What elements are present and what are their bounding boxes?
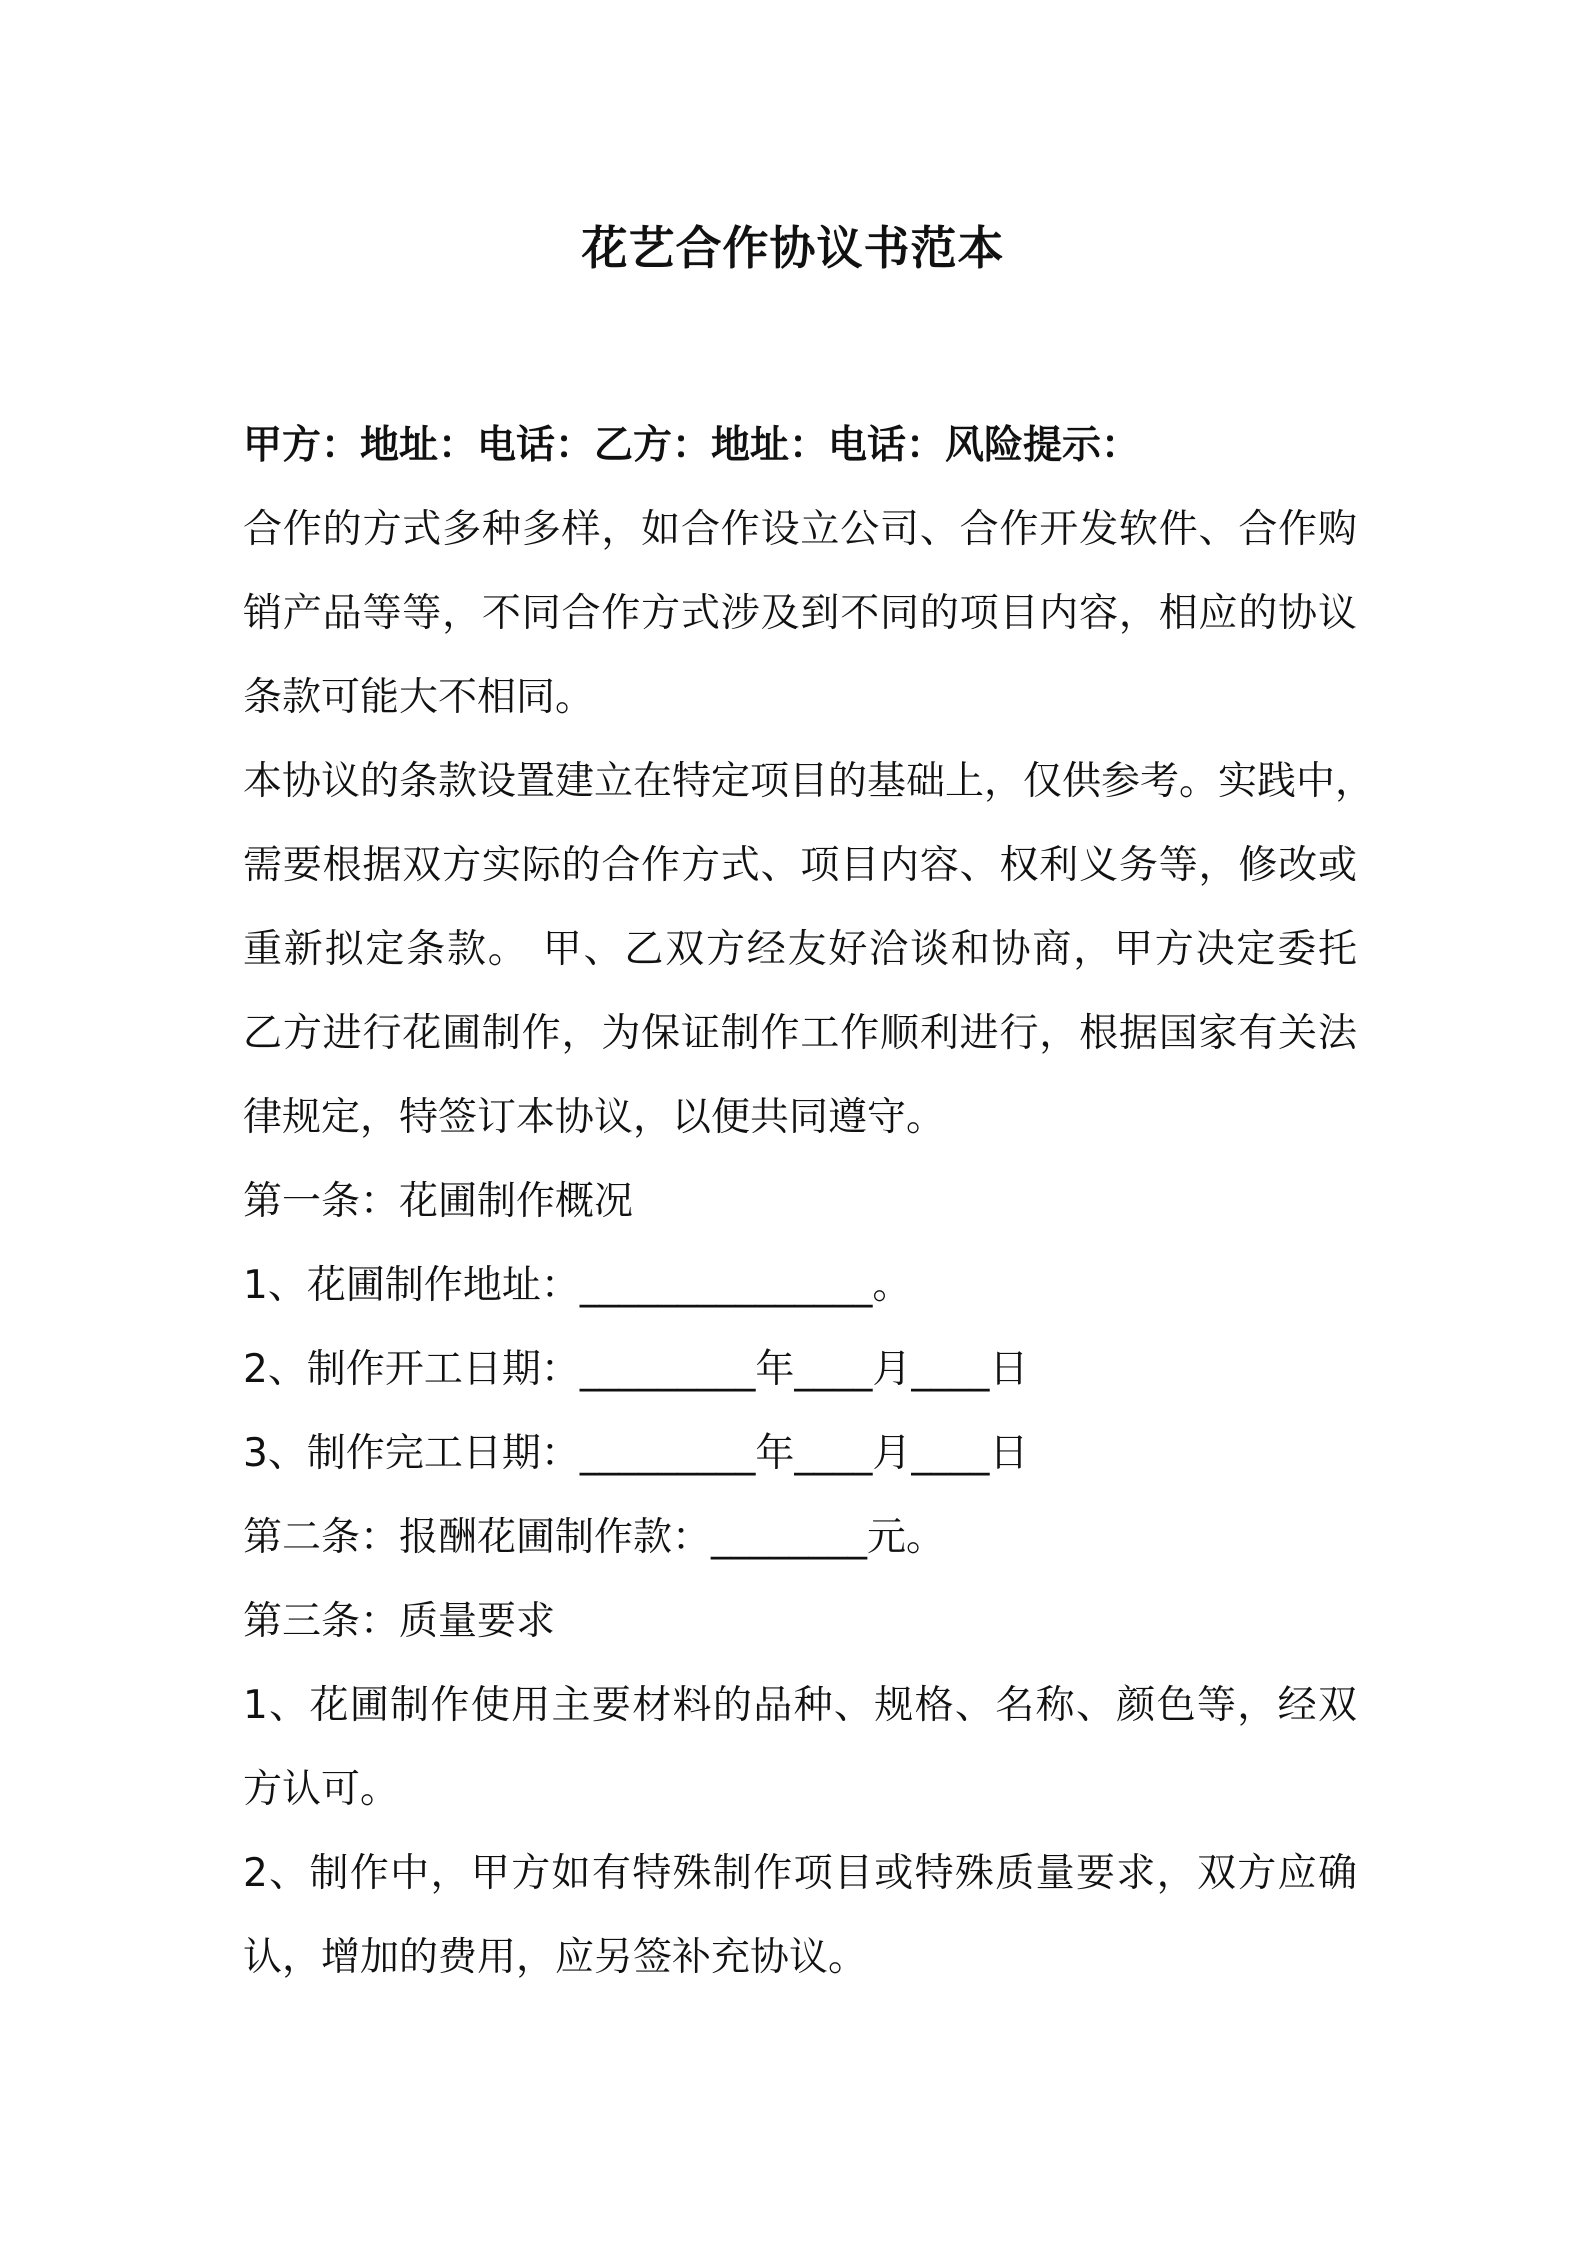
body-line: 律规定，特签订本协议，以便共同遵守。 bbox=[243, 1095, 946, 1140]
body-line: 乙方进行花圃制作，为保证制作工作顺利进行，根据国家有关法 bbox=[243, 1011, 1357, 1056]
article-heading: 第一条：花圃制作概况 bbox=[243, 1179, 634, 1224]
clause-item: 1、花圃制作使用主要材料的品种、规格、名称、颜色等，经双 bbox=[243, 1683, 1357, 1728]
body-line: 条款可能大不相同。 bbox=[243, 675, 595, 720]
article-heading: 第三条：质量要求 bbox=[243, 1599, 556, 1644]
article-heading: 第二条：报酬花圃制作款：________元。 bbox=[243, 1515, 946, 1560]
body-line: 合作的方式多种多样，如合作设立公司、合作开发软件、合作购 bbox=[243, 507, 1357, 552]
clause-item: 1、花圃制作地址：_______________。 bbox=[243, 1263, 912, 1308]
body-line: 需要根据双方实际的合作方式、项目内容、权利义务等，修改或 bbox=[243, 843, 1357, 888]
parties-line: 甲方：地址：电话：乙方：地址：电话：风险提示： bbox=[243, 423, 1141, 468]
clause-item: 3、制作完工日期：_________年____月____日 bbox=[243, 1431, 1029, 1476]
clause-item: 方认可。 bbox=[243, 1767, 400, 1812]
body-line: 重新拟定条款。 甲、乙双方经友好洽谈和协商，甲方决定委托 bbox=[243, 927, 1357, 972]
body-line: 本协议的条款设置建立在特定项目的基础上，仅供参考。实践中， bbox=[243, 759, 1375, 804]
clause-item: 2、制作中，甲方如有特殊制作项目或特殊质量要求，双方应确 bbox=[243, 1851, 1357, 1896]
clause-item: 2、制作开工日期：_________年____月____日 bbox=[243, 1347, 1029, 1392]
body-line: 销产品等等，不同合作方式涉及到不同的项目内容，相应的协议 bbox=[243, 591, 1357, 636]
document-body bbox=[243, 404, 1375, 2000]
document-title: 花艺合作协议书范本 bbox=[581, 221, 1005, 275]
clause-item: 认，增加的费用，应另签补充协议。 bbox=[243, 1935, 868, 1980]
